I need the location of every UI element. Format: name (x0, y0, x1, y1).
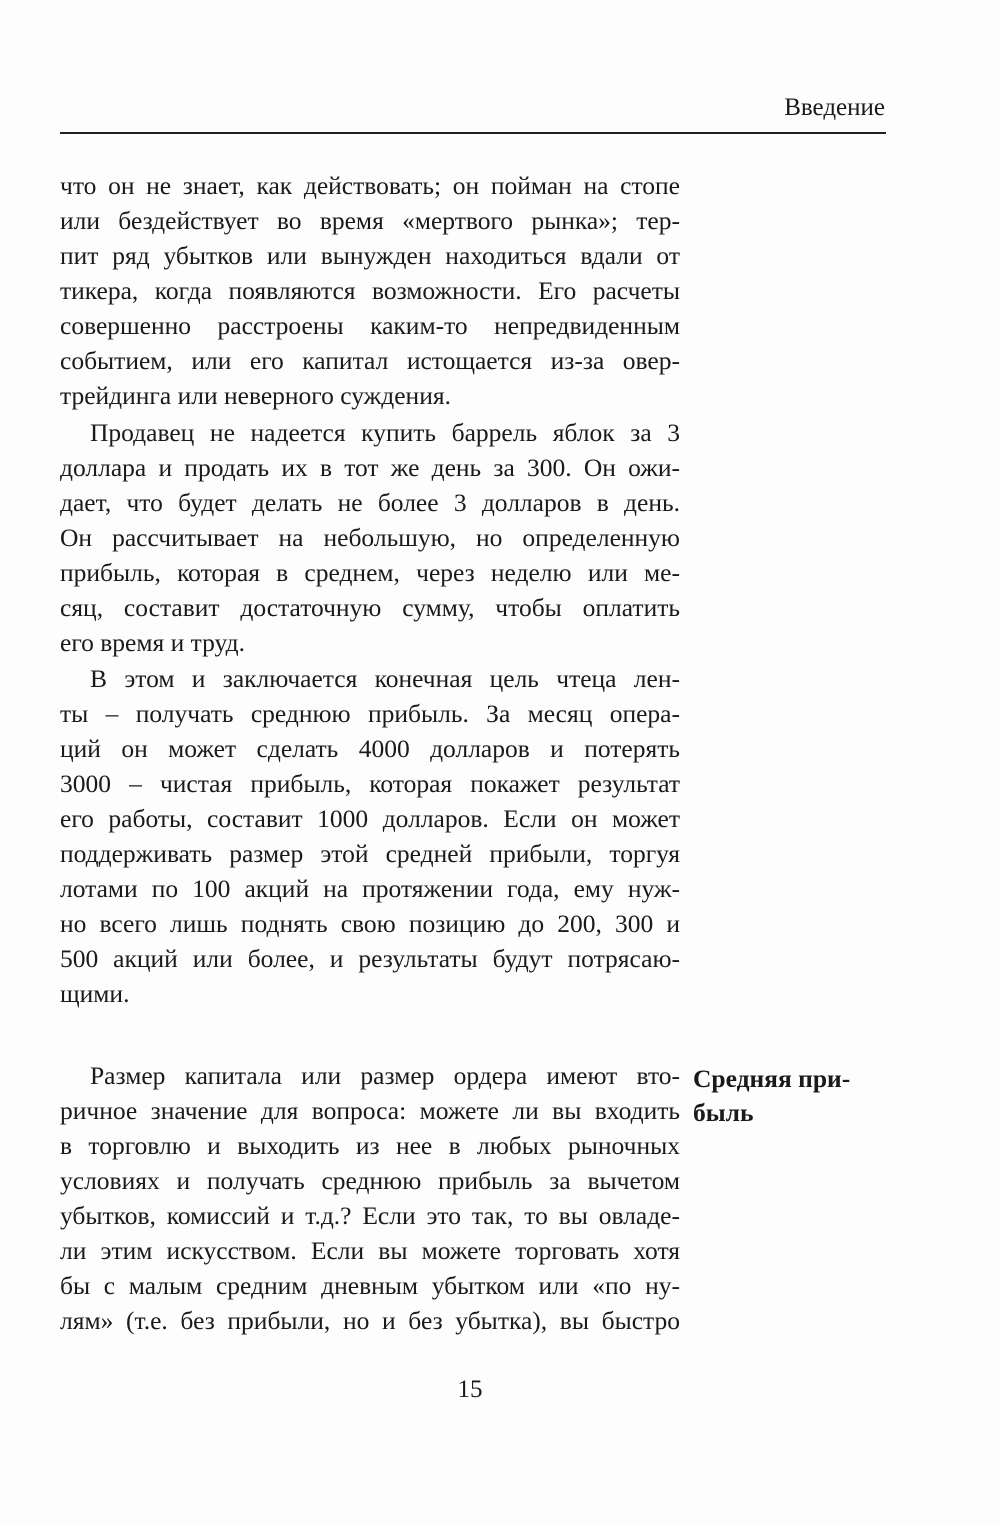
text-line: в торговлю и выходить из нее в любых рыночных (60, 1131, 680, 1160)
text-line: но всего лишь поднять свою позицию до 200, 300 и (60, 909, 680, 938)
header-rule (60, 132, 886, 134)
text-line: лотами по 100 акций на протяжении года, ему нуж- (60, 874, 680, 903)
text-line: ричное значение для вопроса: можете ли вы входить (60, 1096, 680, 1125)
text-line: лям» (т.е. без прибыли, но и без убытка), вы быстро (60, 1306, 680, 1335)
text-line: совершенно расстроены каким-то непредвиденным (60, 311, 680, 340)
text-line: тикера, когда появляются возможности. Его расчеты (60, 276, 680, 305)
text-line: Он рассчитывает на небольшую, но определенную (60, 523, 680, 552)
text-line: щими. (60, 979, 130, 1008)
text-line: ли этим искусством. Если вы можете торговать хотя (60, 1236, 680, 1265)
margin-heading-line: Средняя при- (693, 1064, 851, 1093)
text-line: поддерживать размер этой средней прибыли, торгуя (60, 839, 680, 868)
text-line: трейдинга или неверного суждения. (60, 381, 451, 410)
text-line: прибыль, которая в среднем, через неделю или ме- (60, 558, 680, 587)
text-line: пит ряд убытков или вынужден находиться вдали от (60, 241, 680, 270)
paragraph (60, 661, 680, 1011)
text-line: или бездействует во время «мертвого рынка»; тер- (60, 206, 680, 235)
text-line: ций он может сделать 4000 долларов и потерять (60, 734, 680, 763)
text-line: ты – получать среднюю прибыль. За месяц опера- (60, 699, 680, 728)
running-head: Введение (784, 94, 885, 121)
text-line: условиях и получать среднюю прибыль за вычетом (60, 1166, 680, 1195)
text-line: 500 акций или более, и результаты будут потрясаю- (60, 944, 680, 973)
text-line: Продавец не надеется купить баррель яблок за 3 (90, 418, 680, 447)
text-line: В этом и заключается конечная цель чтеца лен- (90, 664, 680, 693)
text-line: 3000 – чистая прибыль, которая покажет результат (60, 769, 680, 798)
text-line: доллара и продать их в тот же день за 300. Он ожи- (60, 453, 680, 482)
text-line: убытков, комиссий и т.д.? Если это так, то вы овладе- (60, 1201, 680, 1230)
text-line: его работы, составит 1000 долларов. Если он может (60, 804, 680, 833)
paragraph (60, 1058, 680, 1338)
page-number: 15 (457, 1376, 483, 1403)
paragraph (60, 415, 680, 660)
text-line: что он не знает, как действовать; он пойман на стопе (60, 171, 680, 200)
text-line: дает, что будет делать не более 3 долларов в день. (60, 488, 680, 517)
text-line: сяц, составит достаточную сумму, чтобы оплатить (60, 593, 680, 622)
margin-heading (693, 1062, 850, 1130)
text-line: Размер капитала или размер ордера имеют вто- (90, 1061, 680, 1090)
paragraph (60, 168, 680, 413)
text-line: его время и труд. (60, 628, 245, 657)
margin-heading-line: быль (693, 1098, 754, 1127)
text-line: бы с малым средним дневным убытком или «по ну- (60, 1271, 680, 1300)
text-line: событием, или его капитал истощается из-за овер- (60, 346, 680, 375)
